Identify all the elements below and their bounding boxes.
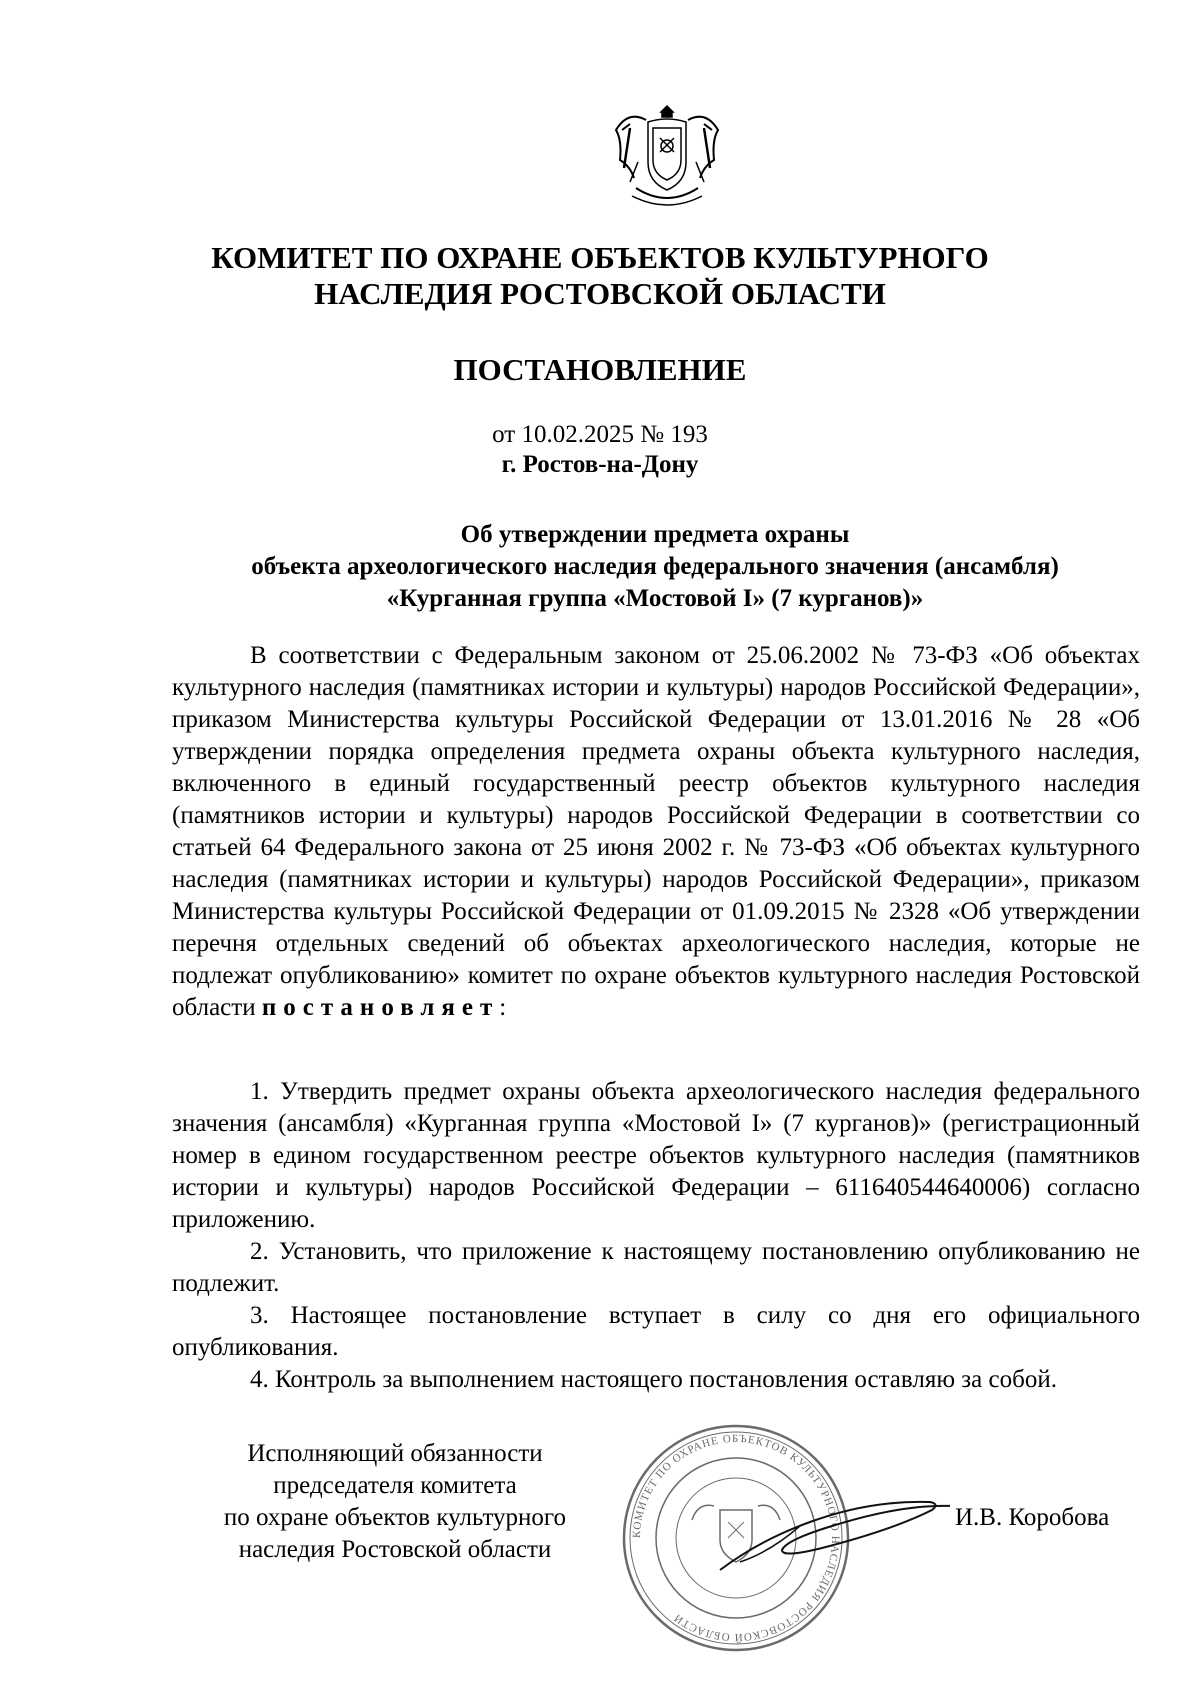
signer-position-line1: Исполняющий обязанности bbox=[247, 1440, 543, 1467]
preamble-ending: : bbox=[499, 994, 507, 1021]
subject-line2: объекта археологического наследия федерального значения (ансамбля) bbox=[251, 553, 1059, 580]
document-city: г. Ростов-на-Дону bbox=[501, 451, 699, 478]
signer-position bbox=[180, 1438, 610, 1566]
committee-name-line1: КОМИТЕТ ПО ОХРАНЕ ОБЪЕКТОВ КУЛЬТУРНОГО bbox=[211, 240, 989, 275]
decree-item: 1. Утвердить предмет охраны объекта археологического наследия федерального значения (ансамбля) «Курганная группа «Мостовой I» (7 курганов)» (регистрационный номер в едином государственном реестре объектов культурного наследия (памятников истории и культуры) народов Российской Федерации – 611640544640006) согласно приложению. bbox=[172, 1078, 1140, 1233]
coat-of-arms-icon bbox=[608, 102, 726, 212]
preamble-paragraph bbox=[172, 640, 1140, 1024]
decree-items bbox=[172, 1076, 1140, 1396]
subject-line3: «Курганная группа «Мостовой I» (7 курганов)» bbox=[386, 585, 924, 612]
decree-item: 3. Настоящее постановление вступает в силу со дня его официального опубликования. bbox=[172, 1302, 1140, 1361]
committee-name bbox=[0, 240, 1200, 312]
document-date-number: от 10.02.2025 № 193 bbox=[492, 421, 708, 448]
decree-item: 4. Контроль за выполнением настоящего постановления оставляю за собой. bbox=[250, 1366, 1057, 1393]
signer-position-line2: председателя комитета bbox=[273, 1472, 517, 1499]
subject-line1: Об утверждении предмета охраны bbox=[460, 521, 850, 548]
seal-text: КОМИТЕТ ПО ОХРАНЕ ОБЪЕКТОВ КУЛЬТУРНОГО НАСЛЕДИЯ РОСТОВСКОЙ ОБЛАСТИ bbox=[630, 1432, 842, 1644]
preamble-text: В соответствии с Федеральным законом от 25.06.2002 № 73-ФЗ «Об объектах культурного наследия (памятниках истории и культуры) народов Российской Федерации», приказом Министерства культуры Российской Федерации от 13.01.2016 № 28 «Об утверждении порядка определения предмета охраны объекта культурного наследия, включенного в единый государственный реестр объектов культурного наследия (памятников истории и культуры) народов Российской Федерации в соответствии со статьей 64 Федерального закона от 25 июня 2002 г. № 73-ФЗ «Об объектах культурного наследия (памятниках истории и культуры) народов Российской Федерации», приказом Министерства культуры Российской Федерации от 01.09.2015 № 2328 «Об утверждении перечня отдельных сведений об объектах археологического наследия, которые не подлежат опубликованию» комитет по охране объектов культурного наследия Ростовской области bbox=[172, 642, 1140, 1021]
committee-name-line2: НАСЛЕДИЯ РОСТОВСКОЙ ОБЛАСТИ bbox=[314, 276, 886, 311]
signer-position-line3: по охране объектов культурного bbox=[223, 1504, 567, 1531]
signer-name: И.В. Коробова bbox=[955, 1504, 1110, 1531]
document-type-title: ПОСТАНОВЛЕНИЕ bbox=[453, 352, 747, 387]
signer-position-line4: наследия Ростовской области bbox=[238, 1536, 552, 1563]
decree-item: 2. Установить, что приложение к настоящему постановлению опубликованию не подлежит. bbox=[172, 1238, 1140, 1297]
document-subject bbox=[170, 519, 1140, 615]
decree-verb: постановляет bbox=[261, 994, 500, 1021]
handwritten-signature-icon bbox=[710, 1470, 950, 1590]
